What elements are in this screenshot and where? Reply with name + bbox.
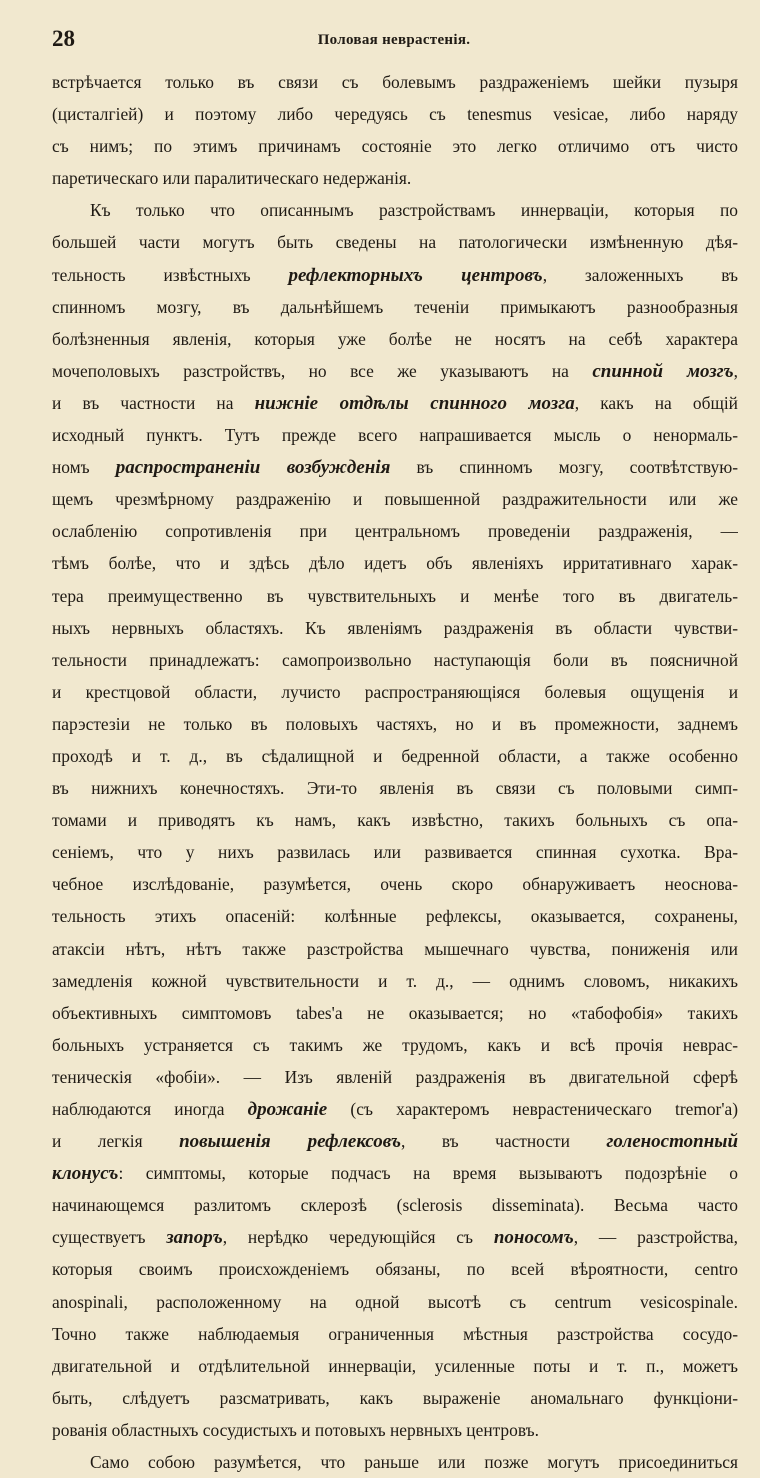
text-segment: чебное изслѣдованіе, разумѣется, очень скоро обнаруживаетъ неоснова- [52, 874, 738, 895]
text-segment: рованія областныхъ сосудистыхъ и потовыхъ нервныхъ центровъ. [52, 1419, 539, 1440]
text-line [52, 1029, 738, 1061]
text-line [52, 708, 738, 740]
text-segment: существуетъ [52, 1227, 167, 1248]
text-line [52, 804, 738, 836]
emphasized-term: повышенія рефлексовъ [179, 1131, 401, 1153]
text-segment: ослабленію сопротивленія при центральномъ проведеніи раздраженія, — [52, 521, 738, 542]
text-segment: томами и приводятъ къ намъ, какъ извѣстно, такихъ больныхъ съ опа- [52, 810, 738, 831]
text-segment: тера преимущественно въ чувствительныхъ и менѣе того въ двигатель- [52, 585, 738, 606]
text-segment: проходѣ и т. д., въ сѣдалищной и бедренной области, а также особенно [52, 745, 738, 766]
text-segment: Точно также наблюдаемыя ограниченныя мѣстныя разстройства сосудо- [52, 1323, 738, 1344]
text-segment: (цисталгіей) и поэтому либо чередуясь съ tenesmus vesicae, либо наряду [52, 104, 738, 125]
emphasized-term: распространеніи возбужденія [115, 457, 391, 479]
text-line [52, 1157, 738, 1189]
text-segment: атаксіи нѣтъ, нѣтъ также разстройства мышечнаго чувства, пониженія или [52, 938, 738, 959]
text-segment: anospinali, расположенному на одной высотѣ съ centrum vesicospinale. [52, 1291, 738, 1312]
text-segment: и легкія [52, 1131, 180, 1152]
text-segment: съ нимъ; по этимъ причинамъ состояніе это легко отличимо отъ чисто [52, 136, 738, 157]
text-line [52, 676, 738, 708]
text-segment: ныхъ нервныхъ областяхъ. Къ явленіямъ раздраженія въ области чувстви- [52, 617, 738, 638]
text-segment: сеніемъ, что у нихъ развилась или развивается спинная сухотка. Вра- [52, 842, 738, 863]
text-line [52, 1221, 738, 1253]
emphasized-term: нижніе отдѣлы спинного мозга [254, 392, 575, 414]
text-segment: тельности принадлежатъ: самопроизвольно наступающія боли въ поясничной [52, 649, 738, 670]
text-line [52, 1446, 738, 1478]
emphasized-term: дрожаніе [247, 1099, 328, 1120]
text-line [52, 355, 738, 387]
text-line [52, 66, 738, 98]
text-line [52, 997, 738, 1029]
text-line [52, 419, 738, 451]
text-line [52, 98, 738, 130]
emphasized-term: клонусъ [52, 1163, 119, 1185]
text-line [52, 547, 738, 579]
text-line [52, 1093, 738, 1125]
text-segment: номъ [52, 457, 116, 478]
text-segment: , въ частности [400, 1131, 607, 1152]
text-segment: встрѣчается только въ связи съ болевымъ раздраженіемъ шейки пузыря [52, 72, 738, 92]
text-segment: щемъ чрезмѣрному раздраженію и повышенной раздражительности или же [52, 489, 738, 510]
text-segment: исходный пунктъ. Тутъ прежде всего напрашивается мысль о ненормаль- [52, 425, 738, 446]
text-segment: которыя своимъ происхожденіемъ обязаны, по всей вѣроятности, centro [52, 1259, 738, 1280]
text-segment: замедленія кожной чувствительности и т. д., — однимъ словомъ, никакихъ [52, 970, 738, 991]
emphasized-term: рефлекторныхъ центровъ [288, 264, 543, 286]
emphasized-term: запоръ [166, 1227, 223, 1249]
text-line [52, 1189, 738, 1221]
body-text [52, 66, 738, 1478]
text-line [52, 130, 738, 162]
text-line [52, 1253, 738, 1285]
text-segment: паретическаго или паралитическаго недержанія. [52, 168, 412, 189]
text-line [52, 291, 738, 323]
text-line [52, 387, 738, 419]
text-line [52, 1414, 738, 1446]
text-line [52, 612, 738, 644]
text-segment: быть, слѣдуетъ разсматривать, какъ выраженіе аномальнаго функціони- [52, 1387, 738, 1408]
text-line [52, 194, 738, 226]
text-segment: Къ только что описаннымъ разстройствамъ иннерваціи, которыя по [90, 200, 738, 221]
text-line [52, 259, 738, 291]
text-segment: начинающемся разлитомъ склерозѣ (sclerosis disseminata). Весьма часто [52, 1195, 738, 1216]
text-segment: объективныхъ симптомовъ tabes'а не оказывается; но «табофобія» такихъ [52, 1002, 738, 1023]
text-line [52, 644, 738, 676]
text-segment: больныхъ устраняется съ такимъ же трудомъ, какъ и всѣ прочія неврас- [52, 1034, 738, 1055]
text-line [52, 1286, 738, 1318]
text-line [52, 933, 738, 965]
text-line [52, 483, 738, 515]
running-title: Половая неврастенія. [317, 32, 471, 48]
text-segment: , заложенныхъ въ [542, 264, 738, 285]
text-line [52, 1061, 738, 1093]
text-segment: парэстезіи не только въ половыхъ частяхъ, но и въ промежности, заднемъ [52, 713, 738, 734]
text-line [52, 740, 738, 772]
text-segment: въ нижнихъ конечностяхъ. Эти-то явленія въ связи съ половыми симп- [52, 778, 738, 799]
text-segment: , нерѣдко чередующійся съ [222, 1227, 494, 1248]
text-segment: двигательной и отдѣлительной иннерваціи, усиленные поты и т. п., можетъ [52, 1355, 738, 1376]
text-segment: въ спинномъ мозгу, соотвѣтствую- [390, 457, 738, 478]
text-segment: спинномъ мозгу, въ дальнѣйшемъ теченіи примыкаютъ разнообразныя [52, 296, 738, 317]
text-segment: и крестцовой области, лучисто распространяющіяся болевыя ощущенія и [52, 681, 738, 702]
text-line [52, 226, 738, 258]
text-segment: мочеполовыхъ разстройствъ, но все же указываютъ на [52, 360, 593, 381]
text-segment: болѣзненныя явленія, которыя уже болѣе не носятъ на себѣ характера [52, 328, 738, 349]
text-segment: тельность извѣстныхъ [52, 264, 289, 285]
page-header [52, 26, 736, 56]
text-segment: тѣмъ болѣе, что и здѣсь дѣло идетъ объ явленіяхъ ирритативнаго харак- [52, 553, 738, 574]
text-line [52, 515, 738, 547]
text-segment: , какъ на общій [574, 392, 738, 413]
text-line [52, 868, 738, 900]
text-segment: : симптомы, которые подчасъ на время вызываютъ подозрѣніе о [118, 1163, 738, 1184]
text-segment: теническія «фобіи». — Изъ явленій раздраженія въ двигательной сферѣ [52, 1066, 738, 1087]
page-number: 28 [52, 26, 75, 51]
text-segment: , [733, 360, 738, 381]
text-line [52, 1382, 738, 1414]
text-line [52, 1125, 738, 1157]
text-segment: Само собою разумѣется, что раньше или позже могутъ присоединиться [90, 1452, 738, 1473]
emphasized-term: голеностопный [606, 1131, 738, 1153]
text-segment: , — разстройства, [573, 1227, 738, 1248]
text-segment: наблюдаются иногда [52, 1099, 248, 1119]
text-line [52, 451, 738, 483]
text-line [52, 1318, 738, 1350]
text-line [52, 965, 738, 997]
text-segment: тельность этихъ опасеній: колѣнные рефлексы, оказывается, сохранены, [52, 906, 738, 927]
text-line [52, 1350, 738, 1382]
text-line [52, 772, 738, 804]
text-line [52, 323, 738, 355]
text-segment: и въ частности на [52, 392, 255, 413]
text-line [52, 580, 738, 612]
text-line [52, 162, 738, 194]
text-segment: большей части могутъ быть сведены на патологически измѣненную дѣя- [52, 232, 738, 253]
text-line [52, 836, 738, 868]
emphasized-term: поносомъ [493, 1227, 574, 1249]
emphasized-term: спинной мозгъ [592, 360, 734, 382]
text-segment: (съ характеромъ неврастеническаго tremor'а) [327, 1099, 738, 1119]
text-line [52, 900, 738, 932]
